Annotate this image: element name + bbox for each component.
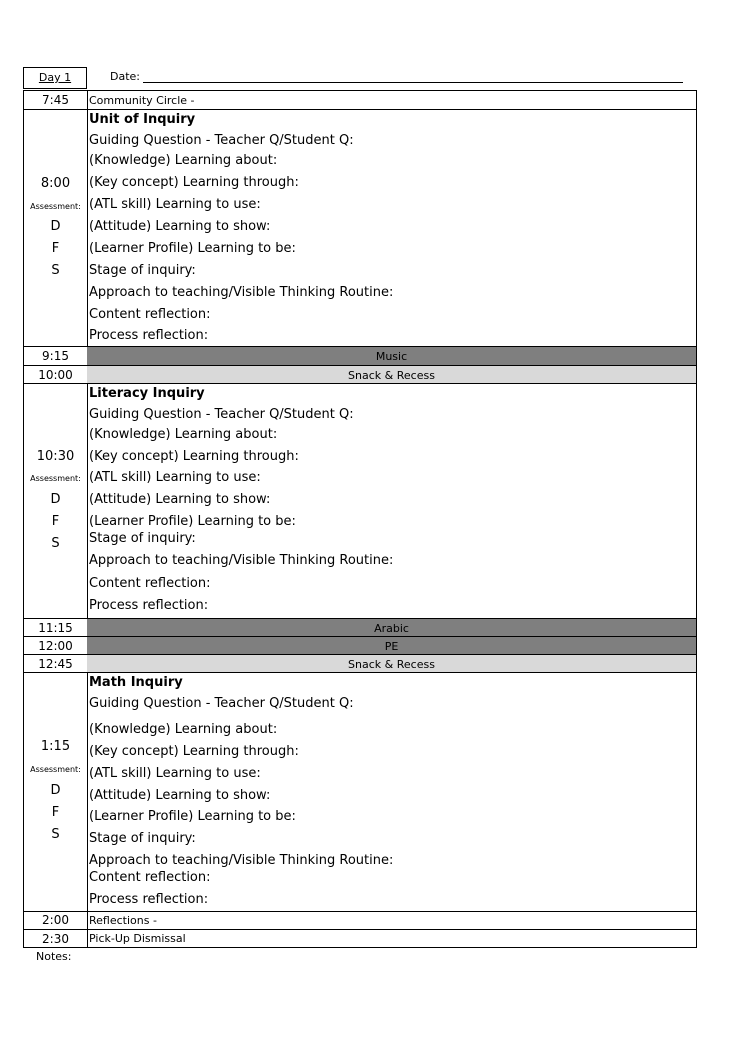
date-line[interactable]	[143, 82, 683, 83]
day-label: Day 1	[38, 71, 72, 84]
literacy-line: Process reflection:	[89, 598, 209, 613]
assessment-f[interactable]: F	[51, 241, 60, 256]
arabic-band	[87, 618, 696, 636]
time-12-00: 12:00	[38, 639, 73, 653]
literacy-line: Approach to teaching/Visible Thinking Routine:	[89, 553, 394, 568]
unit-line: Guiding Question - Teacher Q/Student Q:	[89, 133, 354, 148]
pe-label: PE	[384, 640, 399, 653]
math-line: (ATL skill) Learning to use:	[89, 766, 261, 781]
pickup-label: Pick-Up Dismissal	[89, 932, 186, 945]
assessment-d[interactable]: D	[50, 492, 61, 507]
math-line: (Learner Profile) Learning to be:	[89, 809, 296, 824]
snack-label-2: Snack & Recess	[348, 658, 435, 671]
math-title: Math Inquiry	[89, 675, 183, 690]
assessment-f[interactable]: F	[51, 805, 60, 820]
unit-line: Process reflection:	[89, 328, 209, 343]
time-10-00: 10:00	[38, 368, 73, 382]
time-10-30: 10:30	[36, 449, 75, 464]
math-line: (Attitude) Learning to show:	[89, 788, 271, 803]
time-2-30: 2:30	[42, 932, 69, 946]
unit-line: (ATL skill) Learning to use:	[89, 197, 261, 212]
date-label: Date:	[110, 70, 140, 83]
assessment-label: Assessment:	[30, 474, 81, 483]
time-8-00: 8:00	[40, 176, 71, 191]
math-line: Content reflection:	[89, 870, 211, 885]
snack-band-2	[87, 654, 696, 672]
unit-line: (Attitude) Learning to show:	[89, 219, 271, 234]
pe-band	[87, 636, 696, 654]
literacy-line: (Knowledge) Learning about:	[89, 427, 278, 442]
reflections-label: Reflections -	[89, 914, 157, 927]
time-12-45: 12:45	[38, 657, 73, 671]
community-circle-label: Community Circle -	[89, 94, 195, 107]
literacy-line: (Attitude) Learning to show:	[89, 492, 271, 507]
unit-line: (Key concept) Learning through:	[89, 175, 299, 190]
unit-line: (Knowledge) Learning about:	[89, 153, 278, 168]
unit-line: (Learner Profile) Learning to be:	[89, 241, 296, 256]
literacy-line: Stage of inquiry:	[89, 531, 196, 546]
time-1-15: 1:15	[40, 739, 71, 754]
literacy-line: (ATL skill) Learning to use:	[89, 470, 261, 485]
unit-line: Stage of inquiry:	[89, 263, 196, 278]
math-line: Stage of inquiry:	[89, 831, 196, 846]
math-line: (Key concept) Learning through:	[89, 744, 299, 759]
literacy-line: Guiding Question - Teacher Q/Student Q:	[89, 407, 354, 422]
assessment-d[interactable]: D	[50, 783, 61, 798]
assessment-s[interactable]: S	[51, 263, 60, 278]
math-line: Guiding Question - Teacher Q/Student Q:	[89, 696, 354, 711]
time-11-15: 11:15	[38, 621, 73, 635]
literacy-title: Literacy Inquiry	[89, 386, 205, 401]
literacy-line: (Key concept) Learning through:	[89, 449, 299, 464]
assessment-f[interactable]: F	[51, 514, 60, 529]
snack-label-1: Snack & Recess	[348, 369, 435, 382]
time-column-divider	[87, 90, 88, 948]
music-band	[87, 346, 696, 365]
unit-line: Approach to teaching/Visible Thinking Routine:	[89, 285, 394, 300]
assessment-label: Assessment:	[30, 765, 81, 774]
snack-band-1	[87, 365, 696, 383]
math-line: Process reflection:	[89, 892, 209, 907]
assessment-s[interactable]: S	[51, 827, 60, 842]
arabic-label: Arabic	[374, 622, 409, 635]
math-line: Approach to teaching/Visible Thinking Routine:	[89, 853, 394, 868]
math-line: (Knowledge) Learning about:	[89, 722, 278, 737]
literacy-line: Content reflection:	[89, 576, 211, 591]
literacy-line: (Learner Profile) Learning to be:	[89, 514, 296, 529]
notes-label: Notes:	[36, 950, 72, 963]
assessment-label: Assessment:	[30, 202, 81, 211]
unit-title: Unit of Inquiry	[89, 112, 196, 127]
time-9-15: 9:15	[42, 349, 69, 363]
unit-line: Content reflection:	[89, 307, 211, 322]
time-2-00: 2:00	[42, 913, 69, 927]
time-7-45: 7:45	[42, 93, 69, 107]
assessment-d[interactable]: D	[50, 219, 61, 234]
assessment-s[interactable]: S	[51, 536, 60, 551]
music-label: Music	[375, 350, 408, 363]
